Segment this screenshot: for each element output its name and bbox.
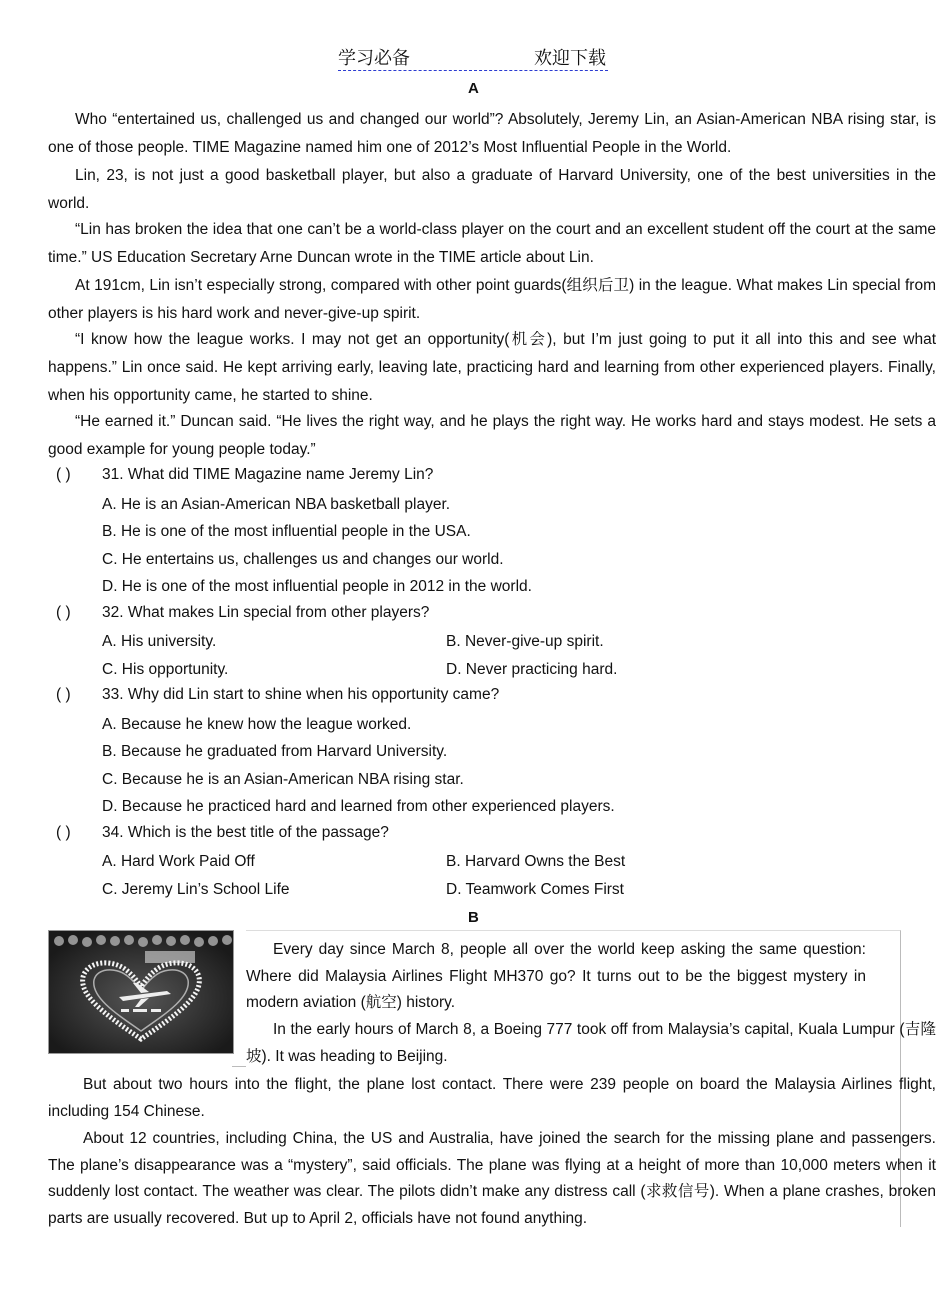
section-b-label: B (468, 909, 479, 926)
paragraph-a6: “He earned it.” Duncan said. “He lives the right way, and he plays the right way. He works hard and stays modest. He sets a good example for young people today.” (48, 413, 936, 458)
option-31d: D. He is one of the most influential people in 2012 in the world. (102, 578, 532, 595)
section-a-label: A (468, 80, 479, 97)
option-34b: B. Harvard Owns the Best (446, 853, 626, 870)
option-33c: C. Because he is an Asian-American NBA rising star. (102, 771, 464, 788)
option-32c: C. His opportunity. (102, 661, 229, 678)
answer-blank[interactable]: ( ) (56, 686, 71, 703)
option-32b: B. Never-give-up spirit. (446, 633, 604, 650)
question-text: 31. What did TIME Magazine name Jeremy Lin? (102, 466, 434, 483)
option-33b: B. Because he graduated from Harvard University. (102, 743, 448, 760)
paragraph-b2: In the early hours of March 8, a Boeing 777 took off from Malaysia’s capital, Kuala Lumpur (吉隆坡). It was heading to Beijing. (246, 1021, 936, 1065)
paragraph-a1: Who “entertained us, challenged us and changed our world”? Absolutely, Jeremy Lin, an Asian-American NBA rising star, is one of those people. TIME Magazine named him one of 2012’s Most Influential People in the World. (48, 111, 936, 156)
header-right: 欢迎下载 (534, 48, 606, 69)
photo-frame (232, 930, 246, 1067)
paragraph-a5: “I know how the league works. I may not get an opportunity(机会), but I’m just going to put it all into this and see what happens.” Lin once said. He kept arriving early, leaving late, practicing hard and learning from other experienced players. Finally, when his opportunity came, he started to shine. (48, 331, 936, 404)
paragraph-a4: At 191cm, Lin isn’t especially strong, compared with other point guards(组织后卫) in the league. What makes Lin special from other players is his hard work and never-give-up spirit. (48, 277, 936, 322)
option-34d: D. Teamwork Comes First (446, 881, 624, 898)
option-31b: B. He is one of the most influential people in the USA. (102, 523, 471, 540)
paragraph-b1: Every day since March 8, people all over the world keep asking the same question: Where did Malaysia Airlines Flight MH370 go? It turns out to be the biggest mystery in modern aviation (航空) history. (246, 941, 866, 1011)
paragraph-b3: But about two hours into the flight, the plane lost contact. There were 239 people on board the Malaysia Airlines flight, including 154 Chinese. (48, 1076, 936, 1120)
question-text: 34. Which is the best title of the passage? (102, 824, 389, 841)
page-header (338, 44, 608, 71)
question-31 (56, 466, 433, 484)
option-34c: C. Jeremy Lin’s School Life (102, 881, 290, 898)
paragraph-a3: “Lin has broken the idea that one can’t be a world-class player on the court and an excellent student off the court at the same time.” US Education Secretary Arne Duncan wrote in the TIME article about Lin. (48, 221, 936, 266)
option-33d: D. Because he practiced hard and learned from other experienced players. (102, 798, 615, 815)
option-32d: D. Never practicing hard. (446, 661, 618, 678)
question-text: 33. Why did Lin start to shine when his opportunity came? (102, 686, 500, 703)
question-32 (56, 604, 429, 622)
option-34a: A. Hard Work Paid Off (102, 853, 255, 870)
option-31a: A. He is an Asian-American NBA basketball player. (102, 496, 451, 513)
question-text: 32. What makes Lin special from other players? (102, 604, 430, 621)
option-32a: A. His university. (102, 633, 217, 650)
answer-blank[interactable]: ( ) (56, 604, 71, 621)
option-33a: A. Because he knew how the league worked. (102, 716, 412, 733)
paragraph-a2: Lin, 23, is not just a good basketball player, but also a graduate of Harvard University, one of the best universities in the world. (48, 167, 936, 212)
question-34 (56, 824, 389, 842)
answer-blank[interactable]: ( ) (56, 824, 71, 841)
candle-heart-photo (48, 930, 234, 1054)
question-33 (56, 686, 499, 704)
header-left: 学习必备 (338, 48, 410, 69)
paragraph-b4: About 12 countries, including China, the US and Australia, have joined the search for the missing plane and passengers. The plane’s disappearance was a “mystery”, said officials. The plane was flying at a height of more than 10,000 meters when it suddenly lost contact. The weather was clear. The pilots didn’t make any distress call (求救信号). When a plane crashes, broken parts are usually recovered. But up to April 2, officials have not found anything. (48, 1130, 936, 1227)
answer-blank[interactable]: ( ) (56, 466, 71, 483)
candle-heart-image (49, 931, 233, 1053)
option-31c: C. He entertains us, challenges us and changes our world. (102, 551, 504, 568)
